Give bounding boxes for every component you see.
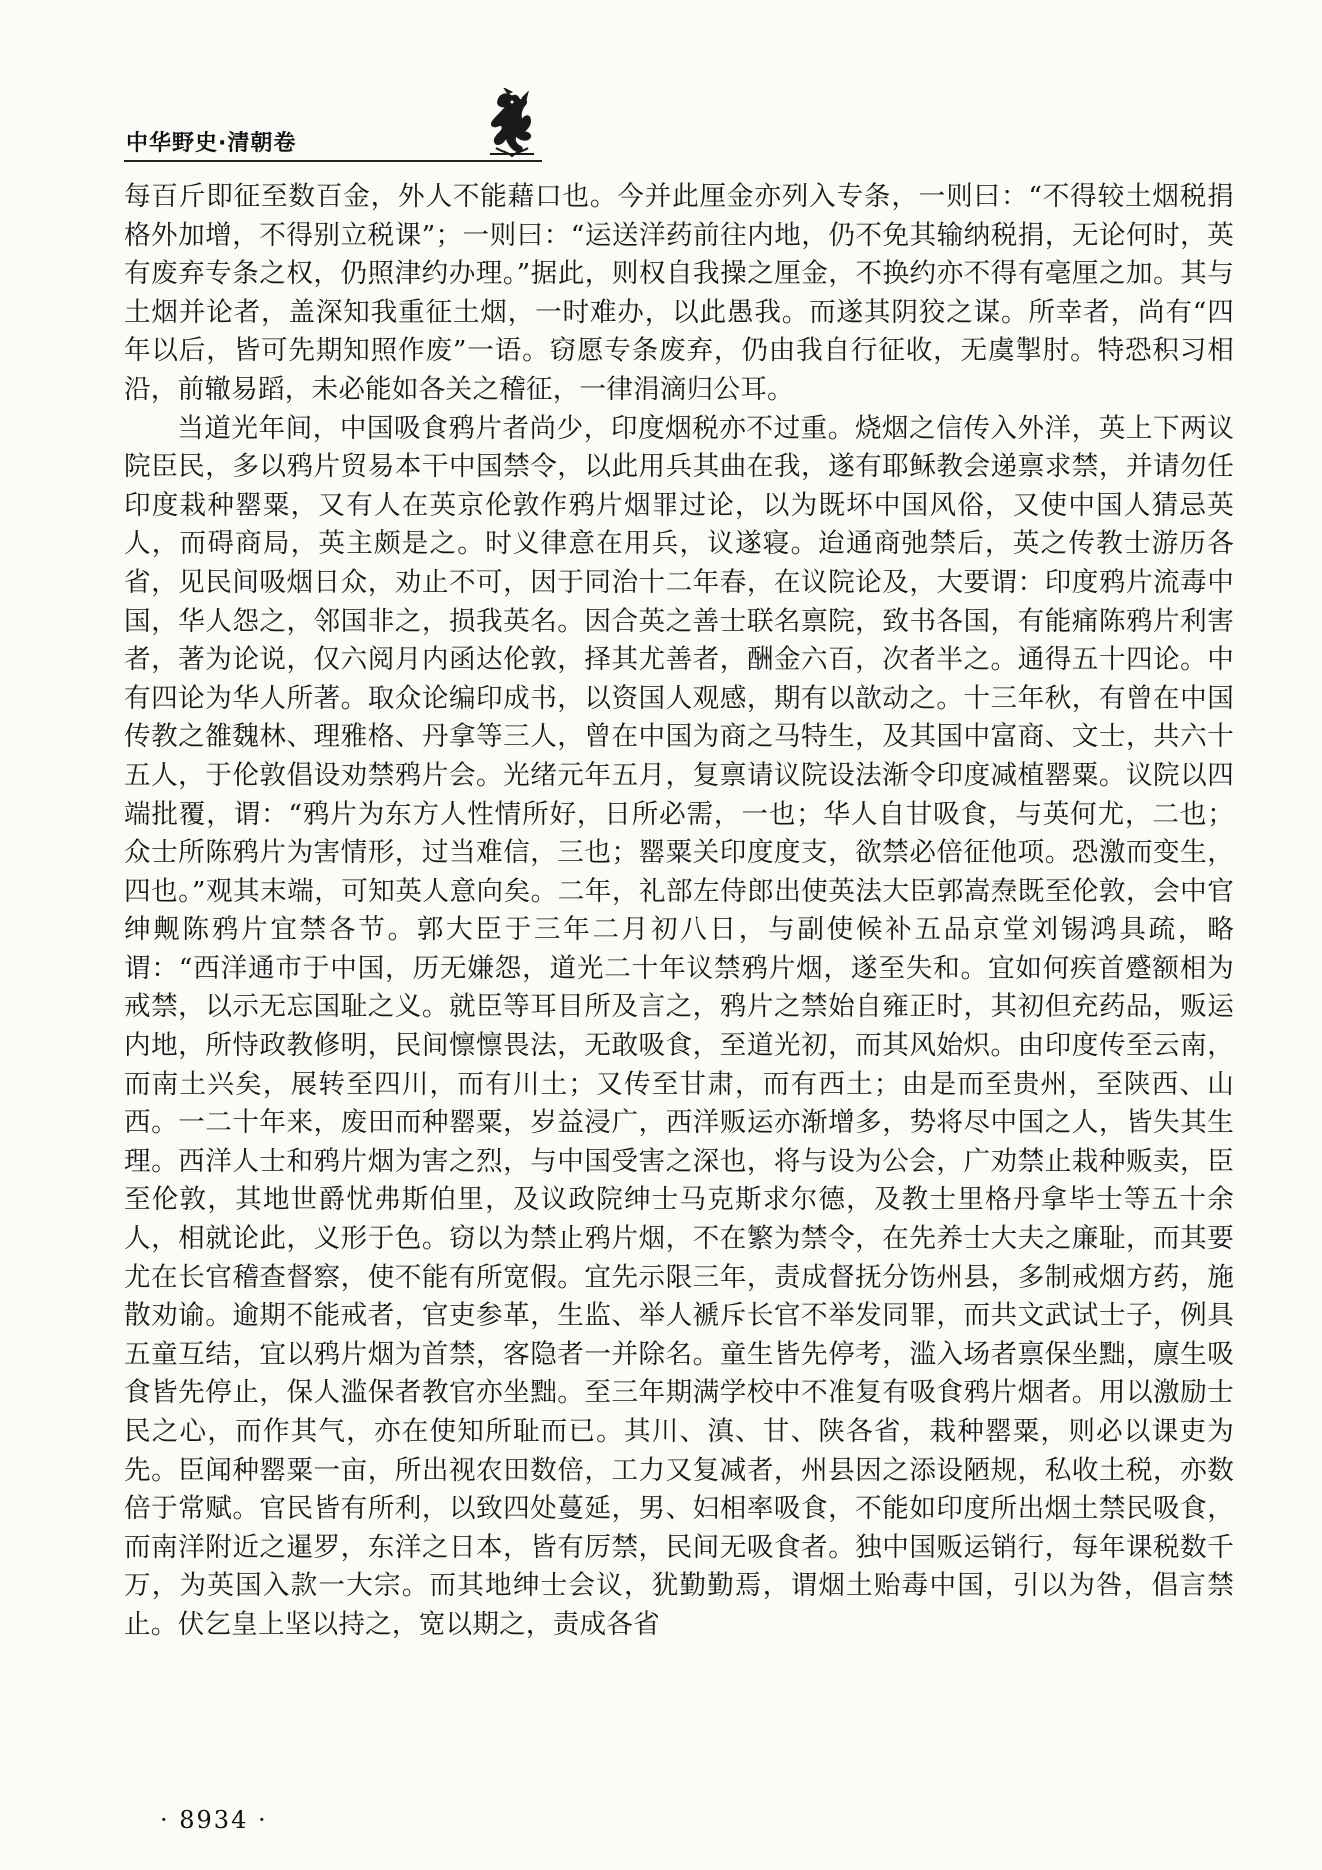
header-rule [124, 160, 542, 162]
dragon-icon [482, 88, 542, 162]
body-text [124, 178, 1234, 1645]
paragraph: 当道光年间，中国吸食鸦片者尚少，印度烟税亦不过重。烧烟之信传入外洋，英上下两议院臣民，多以鸦片贸易本干中国禁令，以此用兵其曲在我，遂有耶稣教会递禀求禁，并请勿任印度栽种罂粟，又有人在英京伦敦作鸦片烟罪过论，以为既坏中国风俗，又使中国人猜忌英人，而碍商局，英主颇是之。时义律意在用兵，议遂寝。迨通商弛禁后，英之传教士游历各省，见民间吸烟日众，劝止不可，因于同治十二年春，在议院论及，大要谓：印度鸦片流毒中国，华人怨之，邻国非之，损我英名。因合英之善士联名禀院，致书各国，有能痛陈鸦片利害者，著为论说，仅六阅月内函达伦敦，择其尤善者，酬金六百，次者半之。通得五十四论。中有四论为华人所著。取众论编印成书，以资国人观感，期有以歆动之。十三年秋，有曾在中国传教之雒魏林、理雅格、丹拿等三人，曾在中国为商之马特生，及其国中富商、文士，共六十五人，于伦敦倡设劝禁鸦片会。光绪元年五月，复禀请议院设法渐令印度减植罂粟。议院以四端批覆，谓：“鸦片为东方人性情所好，日所必需，一也；华人自甘吸食，与英何尤，二也；众士所陈鸦片为害情形，过当难信，三也；罂粟关印度度支，欲禁必倍征他项。恐激而变生，四也。”观其末端，可知英人意向矣。二年，礼部左侍郎出使英法大臣郭嵩焘既至伦敦，会中官绅觍陈鸦片宜禁各节。郭大臣于三年二月初八日，与副使候补五品京堂刘锡鸿具疏，略谓：“西洋通市于中国，历无嫌怨，道光二十年议禁鸦片烟，遂至失和。宜如何疾首蹙额相为戒禁，以示无忘国耻之义。就臣等耳目所及言之，鸦片之禁始自雍正时，其初但充药品，贩运内地，所恃政教修明，民间懔懔畏法，无敢吸食，至道光初，而其风始炽。由印度传至云南，而南土兴矣，展转至四川，而有川土；又传至甘肃，而有西土；由是而至贵州，至陕西、山西。一二十年来，废田而种罂粟，岁益浸广，西洋贩运亦渐增多，势将尽中国之人，皆失其生理。西洋人士和鸦片烟为害之烈，与中国受害之深也，将与设为公会，广劝禁止栽种贩卖，臣至伦敦，其地世爵忧弗斯伯里，及议政院绅士马克斯求尔德，及教士里格丹拿毕士等五十余人，相就论此，义形于色。窃以为禁止鸦片烟，不在繁为禁令，在先养士大夫之廉耻，而其要尤在长官稽查督察，使不能有所宽假。宜先示限三年，责成督抚分饬州县，多制戒烟方药，施散劝谕。逾期不能戒者，官吏参革，生监、举人褫斥长官不举发同罪，而共文武试士子，例具五童互结，宜以鸦片烟为首禁，客隐者一并除名。童生皆先停考，滥入场者禀保坐黜，廪生吸食皆先停止，保人滥保者教官亦坐黜。至三年期满学校中不准复有吸食鸦片烟者。用以激励士民之心，而作其气，亦在使知所耻而已。其川、滇、甘、陕各省，栽种罂粟，则必以课吏为先。臣闻种罂粟一亩，所出视农田数倍，工力又复减者，州县因之添设陋规，私收土税，亦数倍于常赋。官民皆有所利，以致四处蔓延，男、妇相率吸食，不能如印度所出烟土禁民吸食，而南洋附近之暹罗，东洋之日本，皆有厉禁，民间无吸食者。独中国贩运销行，每年课税数千万，为英国入款一大宗。而其地绅士会议，犹勤勤焉，谓烟土贻毒中国，引以为咎，倡言禁止。伏乞皇上坚以持之，宽以期之，责成各省 [124, 412, 1234, 1640]
page-number: · 8934 · [160, 1806, 268, 1834]
book-title: 中华野史·清朝卷 [126, 131, 297, 156]
running-header [124, 88, 544, 160]
paragraph-continued: 每百斤即征至数百金，外人不能藉口也。今并此厘金亦列入专条，一则曰：“不得较土烟税捐格外加增，不得别立税课”；一则曰：“运送洋药前往内地，仍不免其输纳税捐，无论何时，英有废弃专条之权，仍照津约办理。”据此，则权自我操之厘金，不换约亦不得有毫厘之加。其与土烟并论者，盖深知我重征土烟，一时难办，以此愚我。而遂其阴狡之谋。所幸者，尚有“四年以后，皆可先期知照作废”一语。窃愿专条废弃，仍由我自行征收，无虞掣肘。特恐积习相沿，前辙易蹈，未必能如各关之稽征，一律涓滴归公耳。 [124, 181, 1234, 405]
